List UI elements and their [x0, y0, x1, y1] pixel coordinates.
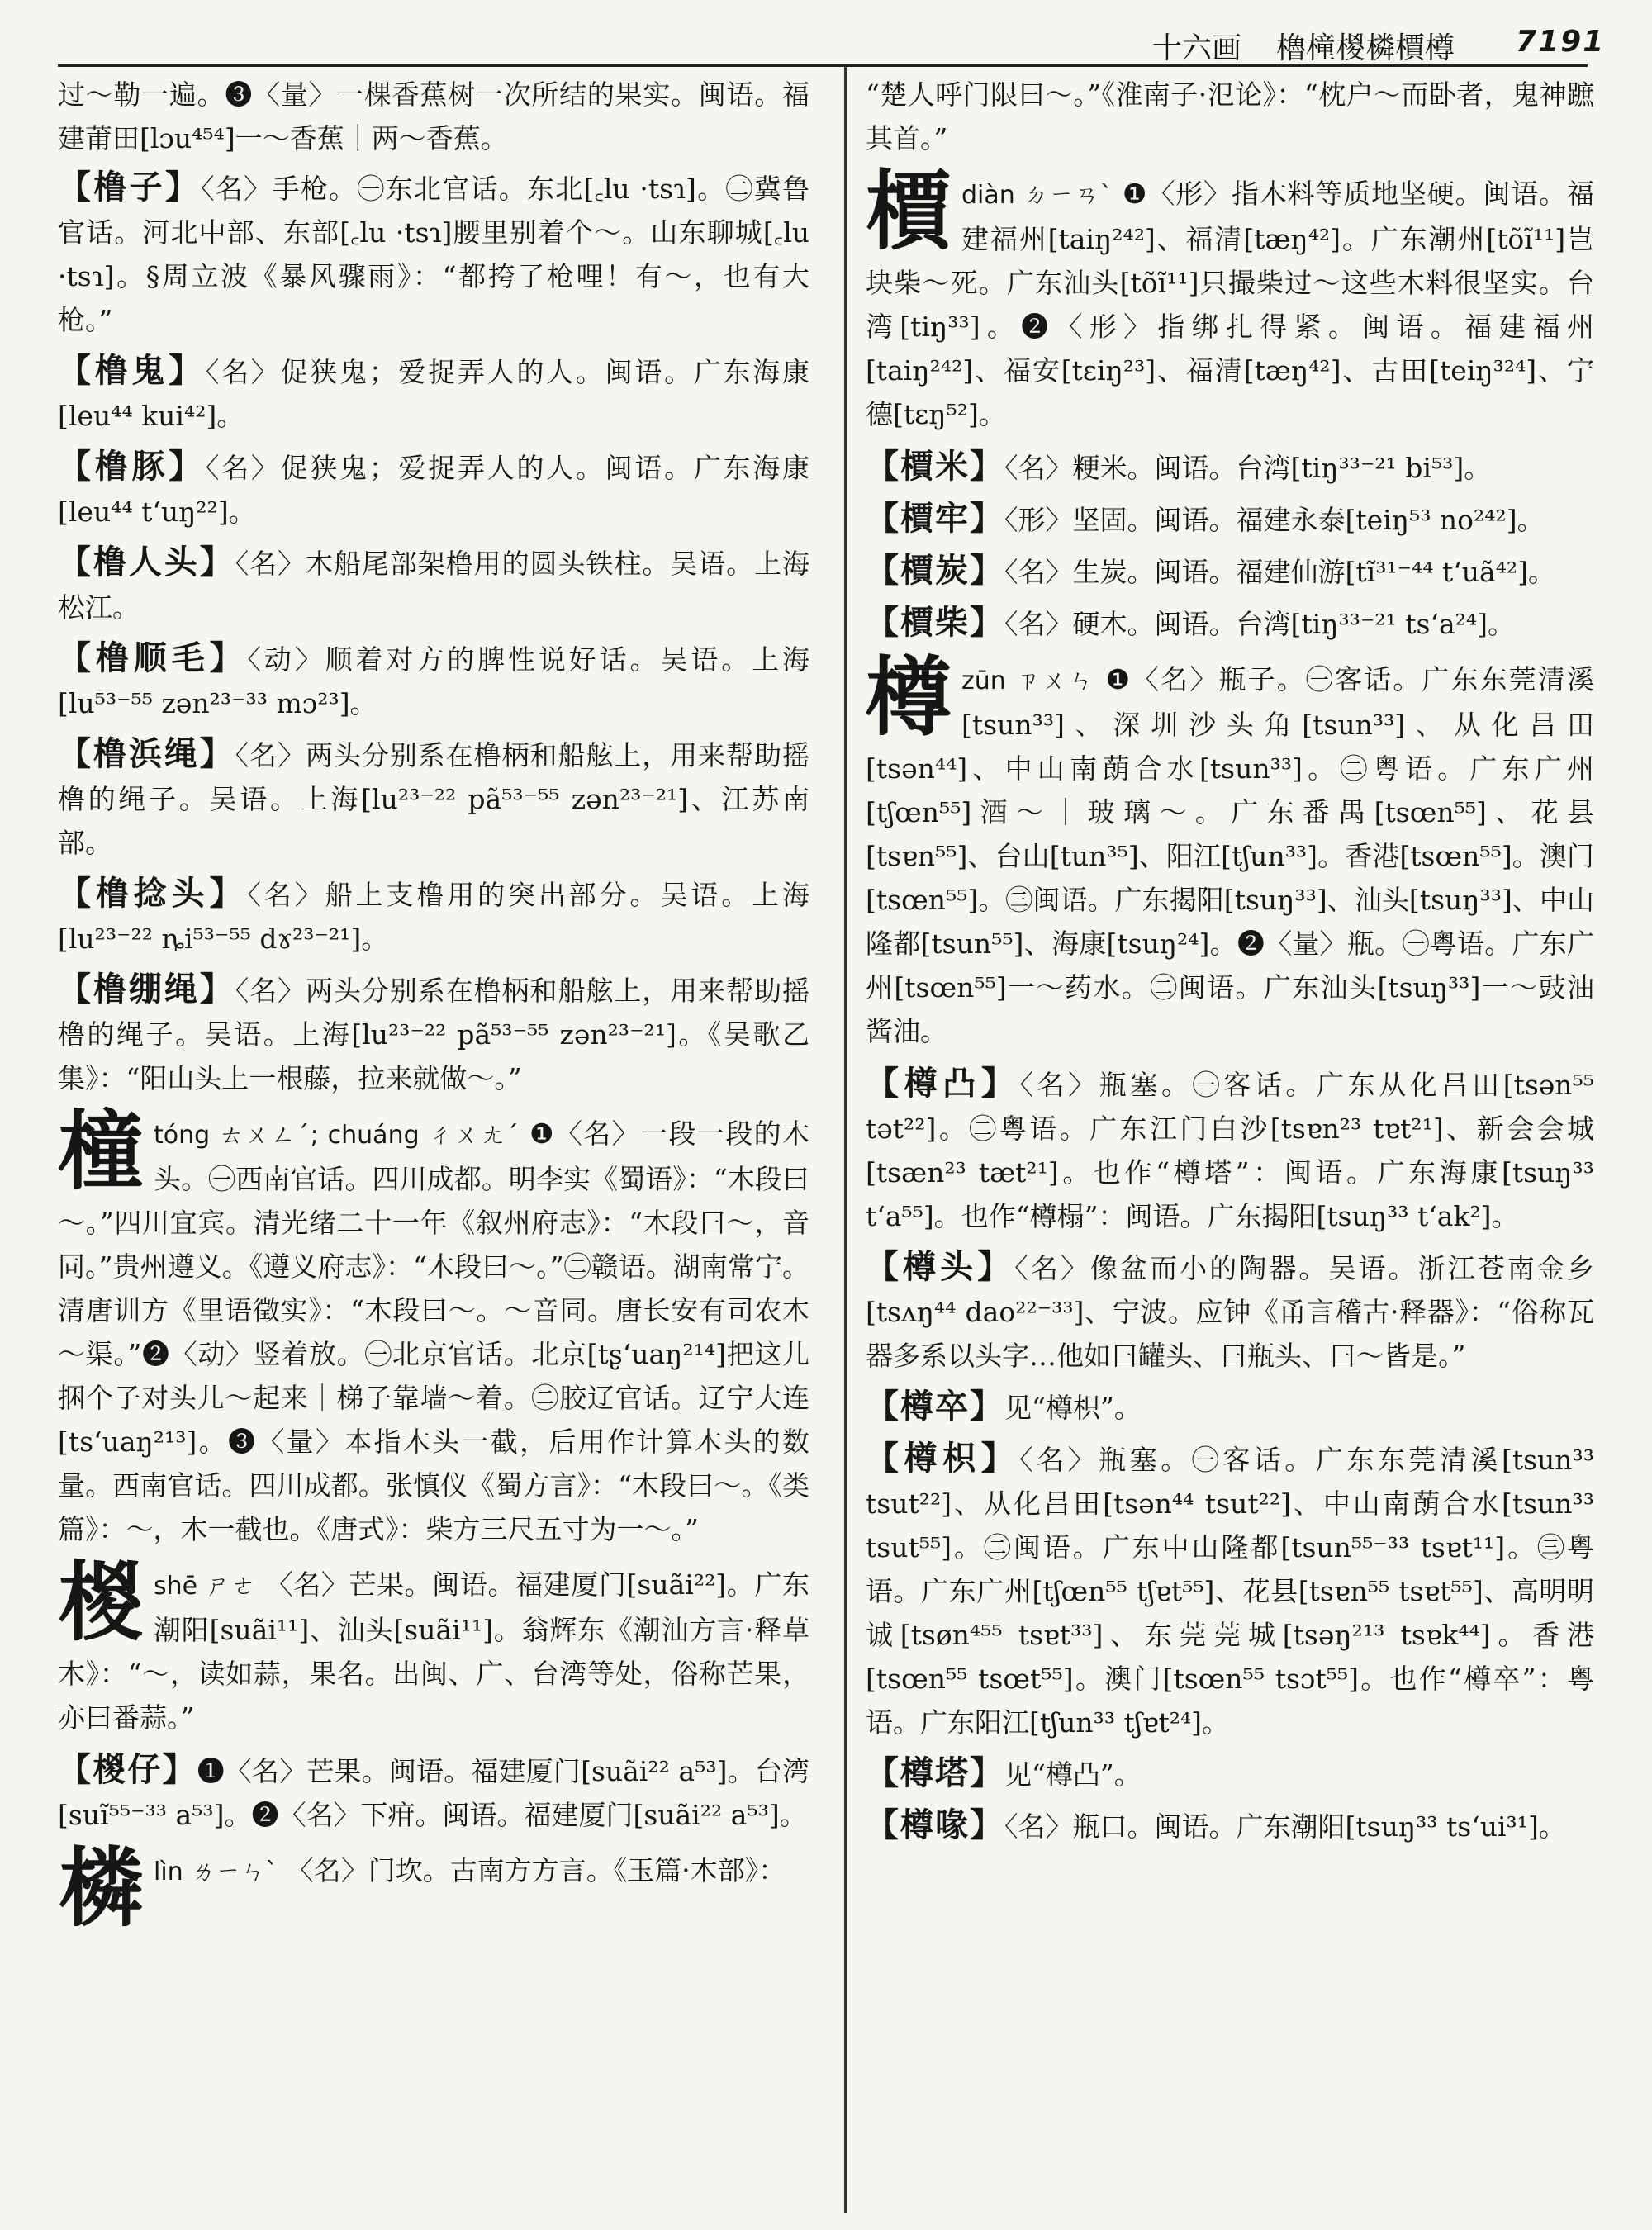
dictionary-entry — [58, 540, 809, 629]
entry-definition: 〈名〉两头分别系在橹柄和船舷上，用来帮助摇橹的绳子。吴语。上海[lu²³⁻²² pã⁵³⁻⁵⁵ zən²³⁻²¹]。《吴歌乙集》：“阳山头上一根藤，拉来就做～。” — [58, 975, 809, 1094]
head-character: 橦 — [58, 1100, 145, 1202]
entry-headword: 【橹顺毛】 — [58, 638, 248, 677]
entry-headword: 【樽喙】 — [866, 1805, 1004, 1844]
entry-definition: 〈名〉生炭。闽语。福建仙游[tĩ³¹⁻⁴⁴ t‘uã⁴²]。 — [1004, 556, 1556, 588]
character-definition: ❶〈名〉瓶子。㊀客话。广东东莞清溪[tsun³³]、深圳沙头角[tsun³³]、从化吕田[tsən⁴⁴]、中山南蓢合水[tsun³³]。㊁粤语。广东广州[tʃœn⁵⁵]酒～｜玻璃～。广东番禺[tsœn⁵⁵]、花县[tsɐn⁵⁵]、台山[tun³⁵]、阳江[tʃun³³]。香港[tsœn⁵⁵]。澳门[tsœn⁵⁵]。㊂闽语。广东揭阳[tsuŋ³³]、汕头[tsuŋ³³]、中山隆都[tsun⁵⁵]、海康[tsuŋ²⁴]。❷〈量〉瓶。㊀粤语。广东广州[tsœn⁵⁵]一～药水。㊁闽语。广东汕头[tsuŋ³³]一～豉油酱油。 — [866, 663, 1594, 1047]
dictionary-entry — [866, 548, 1594, 594]
continued-text: 过～勒一遍。❸〈量〉一棵香蕉树一次所结的果实。闽语。福建莆田[lɔu⁴⁵⁴]一～香蕉｜两～香蕉。 — [58, 78, 809, 154]
pronunciation: shē ㄕㄜ — [154, 1572, 257, 1601]
entry-definition: 〈名〉硬木。闽语。台湾[tiŋ³³⁻²¹ ts‘a²⁴]。 — [1004, 608, 1515, 640]
header-characters: 櫓橦椶橉檟樽 — [1276, 31, 1455, 65]
pronunciation: zūn ㄗㄨㄣ — [961, 667, 1095, 695]
entry-definition: 〈名〉促狭鬼；爱捉弄人的人。闽语。广东海康[leu⁴⁴ kui⁴²]。 — [58, 356, 809, 432]
character-entry — [866, 160, 1594, 436]
dictionary-entry — [58, 165, 809, 342]
character-definition: 〈名〉门坎。古南方方言。《玉篇·木部》： — [286, 1854, 786, 1886]
entry-headword: 【橹鬼】 — [58, 351, 206, 390]
page-number: 7191 — [1516, 25, 1606, 59]
entry-headword: 【橹子】 — [58, 168, 202, 206]
entry-definition: 〈名〉瓶塞。㊀客话。广东从化吕田[tsən⁵⁵ tət²²]。㊁粤语。广东江门白沙[tsɐn²³ tɐt²¹]、新会会城[tsæn²³ tæt²¹]。也作“樽塔”：闽语。广东海康[tsuŋ³³ t‘a⁵⁵]。也作“樽榻”：闽语。广东揭阳[tsuŋ³³ t‘ak²]。 — [866, 1069, 1594, 1232]
entry-definition: 〈动〉顺着对方的脾性说好话。吴语。上海[lu⁵³⁻⁵⁵ zən²³⁻³³ mɔ²³]。 — [58, 643, 809, 719]
dictionary-entry — [58, 1748, 809, 1837]
header-rule — [58, 64, 1588, 67]
dictionary-entry — [58, 871, 809, 961]
entry-definition: 〈名〉木船尾部架橹用的圆头铁柱。吴语。上海松江。 — [58, 548, 809, 624]
dictionary-entry — [866, 1245, 1594, 1378]
entry-headword: 【檟柴】 — [866, 603, 1004, 642]
entry-definition: 见“樽枳”。 — [1004, 1392, 1142, 1424]
entry-headword: 【樽凸】 — [866, 1064, 1020, 1103]
entry-headword: 【橹绷绳】 — [58, 970, 235, 1008]
entry-definition: 见“樽凸”。 — [1004, 1758, 1142, 1791]
entry-headword: 【樽卒】 — [866, 1387, 1004, 1426]
entry-headword: 【檟炭】 — [866, 551, 1004, 590]
character-entry — [58, 1100, 809, 1551]
dictionary-entry — [58, 349, 809, 438]
left-column — [58, 73, 809, 2220]
entry-headword: 【橹人头】 — [58, 543, 235, 581]
entry-definition: ❶〈名〉芒果。闽语。福建厦门[suãi²² a⁵³]。台湾[suĩ⁵⁵⁻³³ a⁵³]。❷〈名〉下疳。闽语。福建厦门[suãi²² a⁵³]。 — [58, 1755, 809, 1831]
head-character: 樽 — [866, 646, 952, 747]
dictionary-entry — [58, 732, 809, 865]
character-entry — [58, 1551, 809, 1739]
dictionary-entry — [866, 1384, 1594, 1430]
entry-definition: 〈名〉船上支橹用的突出部分。吴语。上海[lu²³⁻²² ȵi⁵³⁻⁵⁵ dɤ²³⁻²¹]。 — [58, 879, 809, 955]
head-character: 椶 — [58, 1551, 145, 1653]
character-entry — [58, 1837, 809, 1938]
entry-definition: 〈名〉两头分别系在橹柄和船舷上，用来帮助摇橹的绳子。吴语。上海[lu²³⁻²² pã⁵³⁻⁵⁵ zən²³⁻²¹]、江苏南部。 — [58, 739, 809, 859]
entry-definition: 〈名〉像盆而小的陶器。吴语。浙江苍南金乡[tsʌŋ⁴⁴ dao²²⁻³³]、宁波。应钟《甬言稽古·释器》：“俗称瓦器多系以头字…他如曰罐头、曰瓶头、曰～皆是。” — [866, 1252, 1594, 1372]
dictionary-entry — [866, 1803, 1594, 1848]
entry-definition: 〈名〉瓶口。闽语。广东潮阳[tsuŋ³³ ts‘ui³¹]。 — [1004, 1810, 1566, 1843]
head-character: 檟 — [866, 160, 952, 262]
character-definition: ❶〈名〉一段一段的木头。㊀西南官话。四川成都。明李实《蜀语》：“木段曰～。”四川宜宾。清光绪二十一年《叙州府志》：“木段曰～，音同。”贵州遵义。《遵义府志》：“木段曰～。”㊁赣语。湖南常宁。清唐训方《里语徵实》：“木段曰～。～音同。唐长安有司农木～渠。”❷〈动〉竖着放。㊀北京官话。北京[tʂ‘uaŋ²¹⁴]把这儿捆个子对头儿～起来｜梯子靠墙～着。㊁胶辽官话。辽宁大连[ts‘uaŋ²¹³]。❸〈量〉本指木头一截，后用作计算木头的数量。西南官话。四川成都。张慎仪《蜀方言》：“木段曰～。《类篇》：～，木一截也。《唐式》：柴方三尺五寸为一～。” — [58, 1117, 809, 1545]
dictionary-entry — [866, 1751, 1594, 1796]
dictionary-entry — [58, 636, 809, 725]
header-section: 十六画 — [1152, 31, 1242, 65]
right-column — [866, 73, 1594, 2220]
dictionary-entry — [866, 600, 1594, 646]
entry-definition: 〈名〉手枪。㊀东北官话。东北[꜀lu ·tsɿ]。㊁冀鲁官话。河北中部、东部[꜀lu ·tsɿ]腰里别着个～。山东聊城[꜀lu ·tsɿ]。§周立波《暴风骤雨》：“都挎了枪哩！有～，也有大枪。” — [58, 173, 809, 336]
entry-definition: 〈名〉瓶塞。㊀客话。广东东莞清溪[tsun³³ tsut²²]、从化吕田[tsən⁴⁴ tsut²²]、中山南蓢合水[tsun³³ tsut⁵⁵]。㊁闽语。广东中山隆都[tsun⁵⁵⁻³³ tsɐt¹¹]。㊂粤语。广东广州[tʃœn⁵⁵ tʃɐt⁵⁵]、花县[tsɐn⁵⁵ tsɐt⁵⁵]、高明明诚[tsøn⁴⁵⁵ tsɐt³³]、东莞莞城[tsəŋ²¹³ tsɐk⁴⁴]。香港[tsœn⁵⁵ tsœt⁵⁵]。澳门[tsœn⁵⁵ tsɔt⁵⁵]。也作“樽卒”：粤语。广东阳江[tʃun³³ tʃɐt²⁴]。 — [866, 1444, 1594, 1739]
entry-headword: 【橹豚】 — [58, 447, 206, 486]
head-character: 橉 — [58, 1837, 145, 1938]
entry-definition: 〈名〉促狭鬼；爱捉弄人的人。闽语。广东海康[leu⁴⁴ t‘uŋ²²]。 — [58, 452, 809, 528]
continued-text: “楚人呼门限曰～。”《淮南子·氾论》：“枕户～而卧者，鬼神蹠其首。” — [866, 78, 1594, 154]
dictionary-entry — [58, 967, 809, 1100]
page-header — [0, 0, 1652, 71]
column-divider — [844, 66, 847, 2213]
entry-definition: 〈名〉粳米。闽语。台湾[tiŋ³³⁻²¹ bi⁵³]。 — [1004, 452, 1492, 484]
dictionary-entry — [58, 444, 809, 534]
dictionary-entry — [866, 496, 1594, 542]
entry-headword: 【橹捻头】 — [58, 874, 248, 913]
character-entry — [866, 646, 1594, 1053]
entry-headword: 【檟米】 — [866, 447, 1004, 486]
entry-headword: 【橹浜绳】 — [58, 734, 235, 773]
dictionary-entry — [866, 444, 1594, 490]
dictionary-entry — [866, 1436, 1594, 1744]
character-definition: 〈名〉芒果。闽语。福建厦门[suãi²²]。广东潮阳[suãi¹¹]、汕头[suãi¹¹]。翁辉东《潮汕方言·释草木》：“～，读如蒜，果名。出闽、广、台湾等处，俗称芒果，亦曰番蒜。” — [58, 1568, 809, 1734]
entry-headword: 【椶仔】 — [58, 1750, 197, 1789]
entry-headword: 【樽枳】 — [866, 1439, 1020, 1478]
entry-headword: 【樽头】 — [866, 1247, 1015, 1286]
dictionary-entry — [866, 1061, 1594, 1238]
pronunciation: diàn ㄉㄧㄢˋ — [961, 181, 1113, 210]
entry-headword: 【樽塔】 — [866, 1753, 1004, 1792]
pronunciation: lìn ㄌㄧㄣˋ — [154, 1858, 278, 1886]
pronunciation: tóng ㄊㄨㄥˊ; chuáng ㄔㄨㄤˊ — [154, 1121, 520, 1150]
character-definition: ❶〈形〉指木料等质地坚硬。闽语。福建福州[taiŋ²⁴²]、福清[tæŋ⁴²]。广东潮州[tõĩ¹¹]岂块柴～死。广东汕头[tõĩ¹¹]只撮柴过～这些木料很坚实。台湾[tiŋ³³]。❷〈形〉指绑扎得紧。闽语。福建福州[taiŋ²⁴²]、福安[tɛiŋ²³]、福清[tæŋ⁴²]、古田[teiŋ³²⁴]、宁德[tɛŋ⁵²]。 — [866, 178, 1594, 430]
entry-headword: 【檟牢】 — [866, 499, 1004, 538]
entry-definition: 〈形〉坚固。闽语。福建永泰[teiŋ⁵³ no²⁴²]。 — [1004, 504, 1545, 536]
